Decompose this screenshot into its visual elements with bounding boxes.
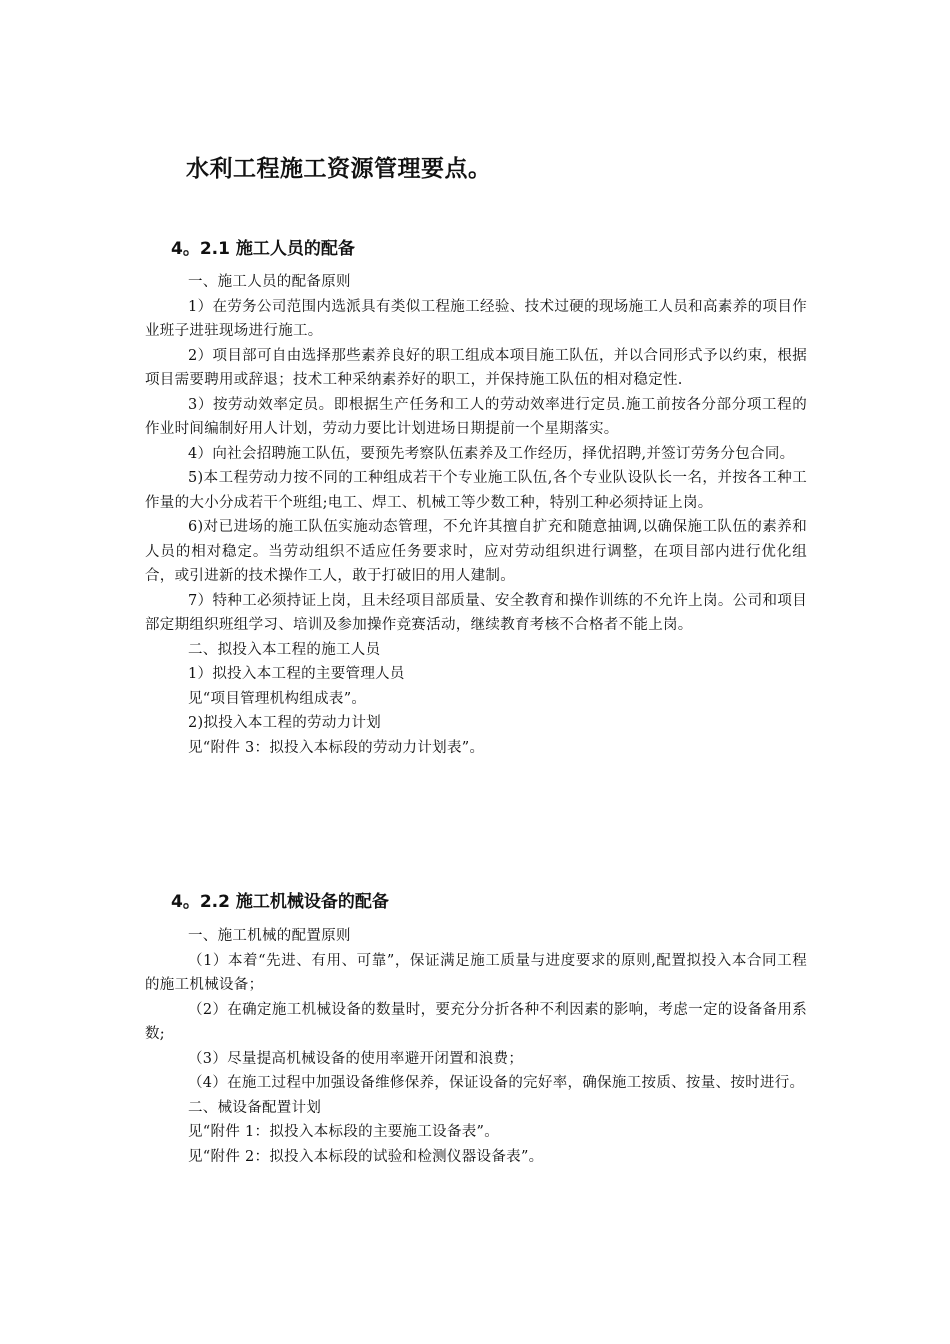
paragraph: 6)对已进场的施工队伍实施动态管理，不允许其擅自扩充和随意抽调,以确保施工队伍的素养和人员的相对稳定。当劳动组织不适应任务要求时，应对劳动组织进行调整，在项目部内进行优化组合，或引进新的技术操作工人，敢于打破旧的用人建制。 (145, 519, 807, 584)
paragraph: （2）在确定施工机械设备的数量时，要充分分折各种不利因素的影响，考虑一定的设备备用系数; (145, 1001, 807, 1042)
paragraph: 7）特种工必须持证上岗，且未经项目部质量、安全教育和操作训练的不允许上岗。公司和项目部定期组织班组学习、培训及参加操作竞赛活动，继续教育考核不合格者不能上岗。 (145, 592, 807, 633)
paragraph: 3）按劳动效率定员。即根据生产任务和工人的劳动效率进行定员.施工前按各分部分项工程的作业时间编制好用人计划，劳动力要比计划进场日期提前一个星期落实。 (145, 396, 807, 437)
paragraph: （1）本着“先进、有用、可靠”，保证满足施工质量与进度要求的原则,配置拟投入本合同工程的施工机械设备； (145, 952, 807, 993)
paragraph: 二、械设备配置计划 (188, 1099, 322, 1116)
paragraph: 2）项目部可自由选择那些素养良好的职工组成本项目施工队伍，并以合同形式予以约束，根据项目需要聘用或辞退；技术工种采纳素养好的职工，并保持施工队伍的相对稳定性. (145, 347, 807, 388)
paragraph: 一、施工人员的配备原则 (188, 274, 351, 290)
section-body-equipment (145, 924, 807, 1169)
paragraph: 见“附件 2：拟投入本标段的试验和检测仪器设备表”。 (188, 1148, 544, 1165)
paragraph: 2)拟投入本工程的劳动力计划 (188, 715, 382, 731)
paragraph: （3）尽量提高机械设备的使用率避开闭置和浪费； (188, 1050, 524, 1067)
document-title: 水利工程施工资源管理要点。 (186, 156, 492, 182)
section-heading-equipment: 4。2.2 施工机械设备的配备 (171, 892, 389, 912)
paragraph: 5)本工程劳动力按不同的工种组成若干个专业施工队伍,各个专业队设队长一名，并按各工种工作量的大小分成若干个班组;电工、焊工、机械工等少数工种，特别工种必须持证上岗。 (145, 470, 807, 511)
paragraph: （4）在施工过程中加强设备维修保养，保证设备的完好率，确保施工按质、按量、按时进行。 (188, 1075, 805, 1091)
paragraph: 二、拟投入本工程的施工人员 (188, 641, 381, 658)
paragraph: 见“项目管理机构组成表”。 (188, 690, 367, 707)
paragraph: 见“附件 3：拟投入本标段的劳动力计划表”。 (188, 739, 485, 756)
paragraph: 见“附件 1：拟投入本标段的主要施工设备表”。 (188, 1124, 500, 1140)
paragraph: 4）向社会招聘施工队伍，要预先考察队伍素养及工作经历，择优招聘,并签订劳务分包合同。 (188, 445, 795, 462)
section-body-staffing (145, 270, 807, 760)
paragraph: 1）在劳务公司范围内选派具有类似工程施工经验、技术过硬的现场施工人员和高素养的项目作业班子进驻现场进行施工。 (145, 298, 807, 339)
paragraph: 一、施工机械的配置原则 (188, 928, 351, 944)
section-heading-staffing: 4。2.1 施工人员的配备 (171, 239, 355, 259)
paragraph: 1）拟投入本工程的主要管理人员 (188, 666, 405, 682)
